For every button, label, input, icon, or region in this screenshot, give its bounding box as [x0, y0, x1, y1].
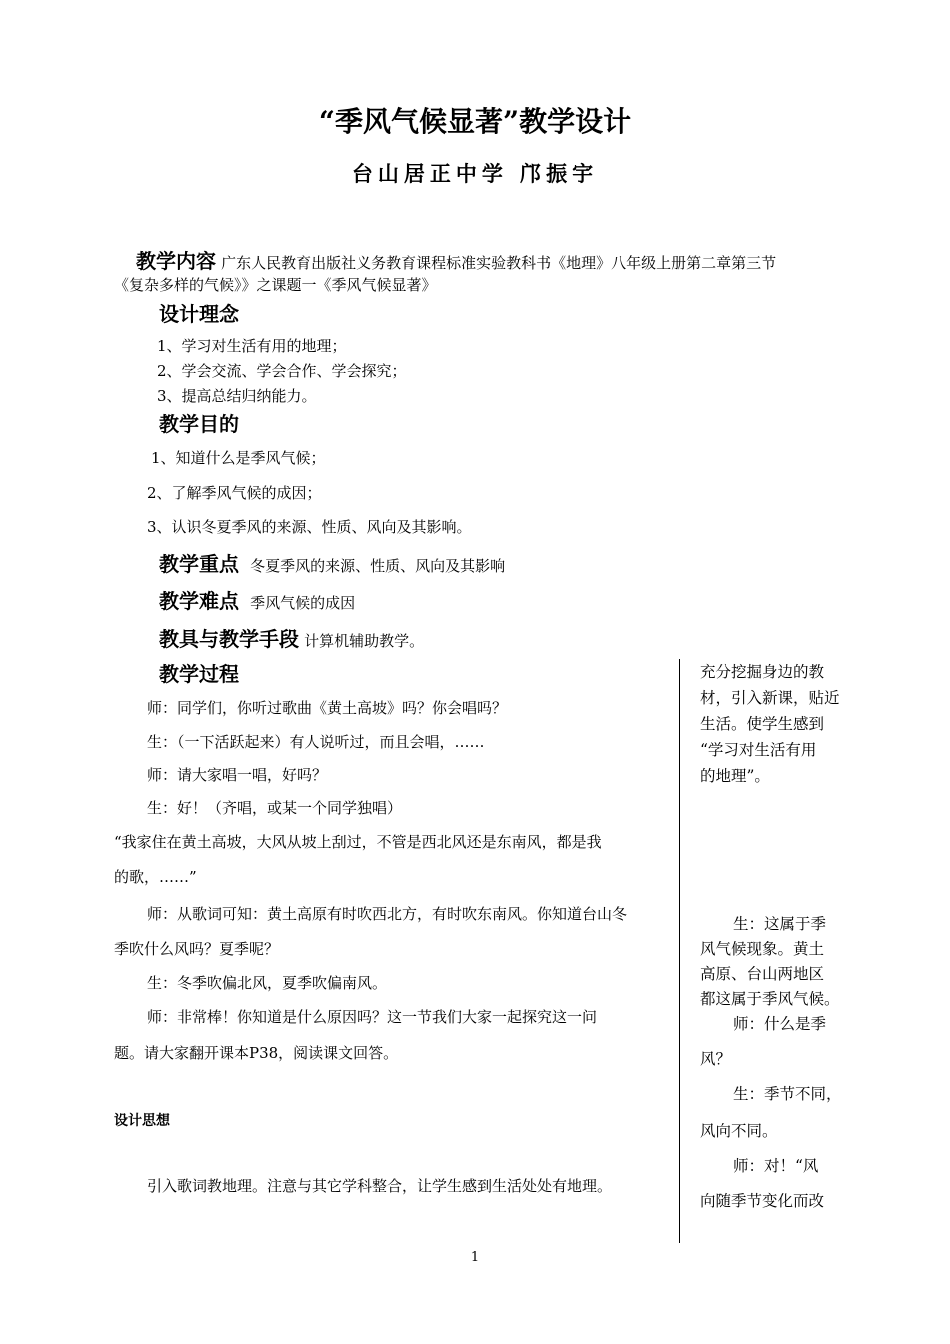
philosophy-label: 设计理念	[159, 302, 239, 326]
content-label: 教学内容	[136, 249, 216, 273]
objective-item: 1、知道什么是季风气候；	[151, 449, 326, 467]
dialogue-line: 生：（一下活跃起来）有人说听过，而且会唱，……	[147, 733, 485, 751]
design-thought-text: 引入歌词教地理。注意与其它学科整合，让学生感到生活处处有地理。	[147, 1177, 613, 1195]
dialogue-line: 季吹什么风吗？夏季呢？	[114, 940, 280, 958]
process-label: 教学过程	[159, 662, 239, 686]
lyrics-line: 的歌，……”	[114, 868, 197, 886]
dialogue-line: 师：请大家唱一唱，好吗？	[147, 766, 328, 784]
dialogue-line: 生：好！（齐唱，或某一个同学独唱）	[147, 799, 403, 817]
tools-section	[159, 623, 424, 652]
margin-note-line: “学习对生活有用	[700, 741, 817, 759]
margin-note-line: 师：对！“风	[733, 1157, 819, 1175]
dialogue-line: 师：同学们，你听过歌曲《黄土高坡》吗？你会唱吗？	[147, 699, 508, 717]
margin-note-line: 都这属于季风气候。	[700, 990, 840, 1008]
margin-note-line: 充分挖掘身边的教	[700, 663, 825, 681]
tools-label: 教具与教学手段	[159, 627, 299, 651]
philosophy-item: 1、学习对生活有用的地理；	[157, 337, 347, 355]
margin-note-line: 生：季节不同，	[733, 1085, 842, 1103]
content-section	[136, 245, 776, 274]
content-text-continued: 《复杂多样的气候》》之课题一《季风气候显著》	[114, 276, 437, 294]
page-number: 1	[470, 1250, 480, 1265]
dialogue-line: 生：冬季吹偏北风，夏季吹偏南风。	[147, 974, 388, 992]
difficulty-section	[159, 585, 355, 614]
margin-note-line: 风向不同。	[700, 1122, 778, 1140]
document-title: “季风气候显著”教学设计	[318, 105, 632, 138]
key-point-label: 教学重点	[159, 552, 239, 576]
margin-note-line: 生：这属于季	[733, 915, 827, 933]
dialogue-line: 师：从歌词可知：黄土高原有时吹西北方，有时吹东南风。你知道台山冬	[147, 905, 628, 923]
dialogue-line: 题。请大家翻开课本P38，阅读课文回答。	[114, 1044, 399, 1062]
philosophy-item: 3、提高总结归纳能力。	[157, 387, 317, 405]
objective-item: 2、了解季风气候的成因；	[147, 484, 322, 502]
margin-divider	[679, 659, 680, 1243]
objective-item: 3、认识冬夏季风的来源、性质、风向及其影响。	[147, 518, 472, 536]
difficulty-text: 季风气候的成因	[250, 594, 356, 612]
objectives-label: 教学目的	[159, 412, 239, 436]
margin-note-line: 向随季节变化而改	[700, 1192, 825, 1210]
lyrics-line: “我家住在黄土高坡，大风从坡上刮过，不管是西北风还是东南风，都是我	[114, 833, 602, 851]
design-thought-label: 设计思想	[114, 1113, 170, 1129]
philosophy-item: 2、学会交流、学会合作、学会探究；	[157, 362, 407, 380]
margin-note-line: 材，引入新课，贴近	[700, 689, 840, 707]
margin-note-line: 风气候现象。黄土	[700, 940, 825, 958]
margin-note-line: 高原、台山两地区	[700, 965, 825, 983]
key-point-section	[159, 548, 505, 577]
author-line: 台山居正中学 邝振宇	[351, 161, 599, 186]
margin-note-line: 风？	[700, 1050, 732, 1068]
dialogue-line: 师：非常棒！你知道是什么原因吗？这一节我们大家一起探究这一问	[147, 1008, 598, 1026]
content-text: 广东人民教育出版社义务教育课程标准实验教科书《地理》八年级上册第二章第三节	[221, 254, 777, 272]
difficulty-label: 教学难点	[159, 589, 239, 613]
key-point-text: 冬夏季风的来源、性质、风向及其影响	[250, 557, 506, 575]
margin-note-line: 的地理”。	[700, 767, 770, 785]
margin-note-line: 生活。使学生感到	[700, 715, 825, 733]
margin-note-line: 师：什么是季	[733, 1015, 827, 1033]
tools-text: 计算机辅助教学。	[304, 632, 425, 650]
